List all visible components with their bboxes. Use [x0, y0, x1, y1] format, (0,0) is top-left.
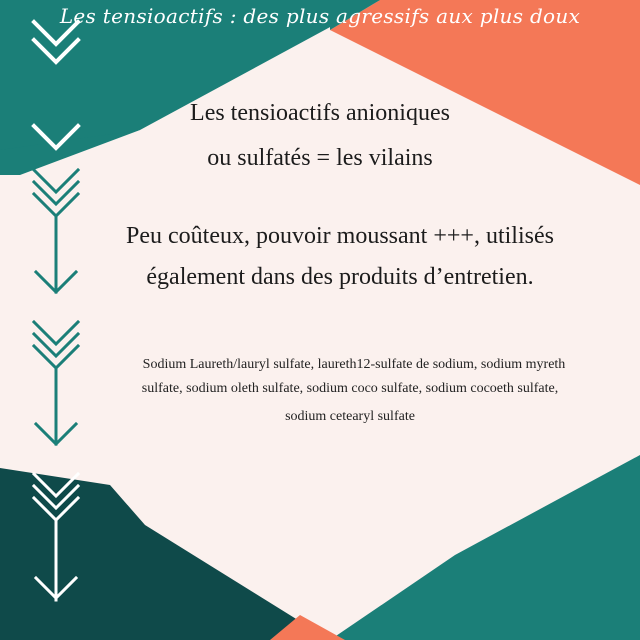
ingredients-line-2: sulfate, sodium oleth sulfate, sodium coco sulfate, sodium cocoeth sulfate,	[141, 381, 559, 396]
header-title: Les tensioactifs : des plus agressifs aux plus doux	[59, 4, 581, 28]
description-line-1: Peu coûteux, pouvoir moussant +++, utilisés	[126, 223, 554, 249]
heading-line-2: ou sulfatés = les vilains	[207, 145, 433, 171]
ingredients-line-3: sodium cetearyl sulfate	[285, 409, 415, 424]
ingredients-line-1: Sodium Laureth/lauryl sulfate, laureth12-sulfate de sodium, sodium myreth	[142, 357, 566, 372]
description-line-2: également dans des produits d’entretien.	[146, 264, 534, 290]
heading-line-1: Les tensioactifs anioniques	[190, 100, 450, 126]
